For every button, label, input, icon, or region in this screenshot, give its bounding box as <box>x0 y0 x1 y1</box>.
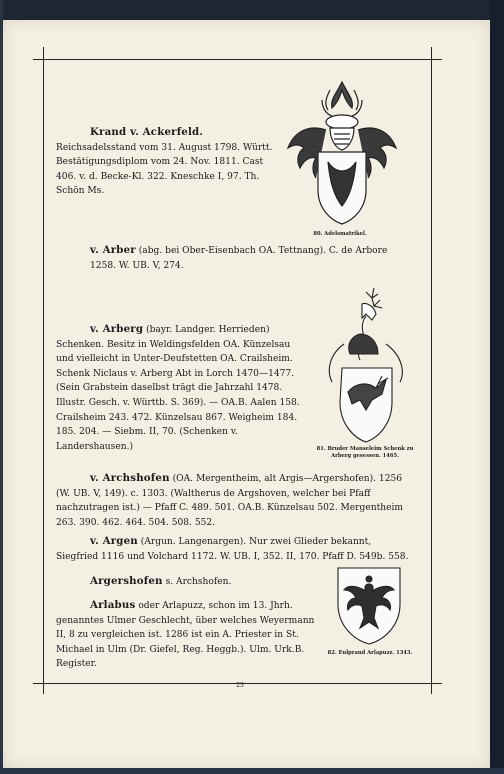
coat-of-arms-stag-icon <box>316 284 416 444</box>
entry-argershofen-text: s. Archshofen. <box>165 577 232 587</box>
entry-arberg-name: v. Arberg <box>90 323 144 335</box>
entry-archshofen-name: v. Archshofen <box>90 472 170 484</box>
entry-arber-name: v. Arber <box>90 244 136 256</box>
entry-arber-text: (abg. bei Ober-Eisenbach OA. Tettnang). C. de Arbore 1258. W. UB. V, 274. <box>90 246 388 271</box>
coat-of-arms-eagle-shield-icon <box>334 564 404 646</box>
entry-arberg-text: (bayr. Landger. Herrieden) Schenken. Besitz in Weldingsfelden OA. Künzelsau und vielleicht in Unter-Deufstetten OA. Crailsheim. Schenk Niclaus v. Arberg Abt in Lorch 1470—1477. (Sein Grabstein daselbst trägt die Jahrzahl 1478. Illustr. Gesch. v. Württb. S. 369). — OA.B. Aalen 158. Crailsheim 243. 472. Künzelsau 867. Weigheim 184. 185. 204. — Siebm. II, 70. (Schenken v. Landershausen.) <box>56 325 300 452</box>
figure-caption-80: 80. Adelsmatrikel. <box>313 231 367 237</box>
entry-archshofen-text: (OA. Mergentheim, alt Argis—Argershofen). 1256 (W. UB. V, 149). c. 1303. (Waltherus de Argshoven, welcher bei Pfaff nachzutragen ist.) — Pfaff C. 489. 501. OA.B. Künzelsau 502. Mergentheim 263. 390. 462. 464. 504. 508. 552. <box>56 474 404 528</box>
entry-arlabus <box>56 598 326 672</box>
entry-ackerfeld-name: Krand v. Ackerfeld. <box>90 126 204 138</box>
entry-arber <box>90 243 415 273</box>
entry-ackerfeld <box>56 125 278 199</box>
entry-archshofen <box>56 471 416 530</box>
coat-of-arms-crested-helm-icon <box>278 78 406 228</box>
figure-caption-81: 81. Bruder Manseleim Schenk zu Arberg gesessen. 1465. <box>316 446 414 459</box>
entry-arberg <box>56 322 302 454</box>
entry-arlabus-text: oder Arlapuzz, schon im 13. Jhrh. genanntes Ulmer Geschlecht, über welches Weyermann II, 8 zu vergleichen ist. 1286 ist ein A. Priester in St. Michael in Ulm (Dr. Giefel, Reg. Heggb.). Ulm. Urk.B. Register. <box>56 601 315 670</box>
figure-caption-82: 82. Eulprand Arlapuzz. 1343. <box>327 650 413 656</box>
scan-background-right <box>490 0 504 774</box>
scan-background-bottom <box>0 768 504 774</box>
entry-arlabus-name: Arlabus <box>90 599 136 611</box>
frame-rule-top <box>33 59 442 60</box>
entry-argershofen <box>90 574 330 590</box>
frame-rule-left <box>43 47 44 694</box>
frame-rule-right <box>431 47 432 694</box>
entry-ackerfeld-text: Reichsadelsstand vom 31. August 1798. Württ. Bestätigungsdiplom vom 24. Nov. 1811. Cast 406. v. d. Becke-Kl. 322. Kneschke I, 97. Th. Schön Ms. <box>56 142 273 197</box>
entry-argershofen-name: Argershofen <box>90 575 163 587</box>
entry-argen <box>56 534 416 564</box>
entry-argen-text: (Argun. Langenargen). Nur zwei Glieder bekannt, Siegfried 1116 und Volchard 1172. W. UB. I, 352. II, 170. Pfaff D. 549b. 558. <box>56 537 409 562</box>
entry-argen-name: v. Argen <box>90 535 138 547</box>
page-number: 23 <box>236 682 244 689</box>
